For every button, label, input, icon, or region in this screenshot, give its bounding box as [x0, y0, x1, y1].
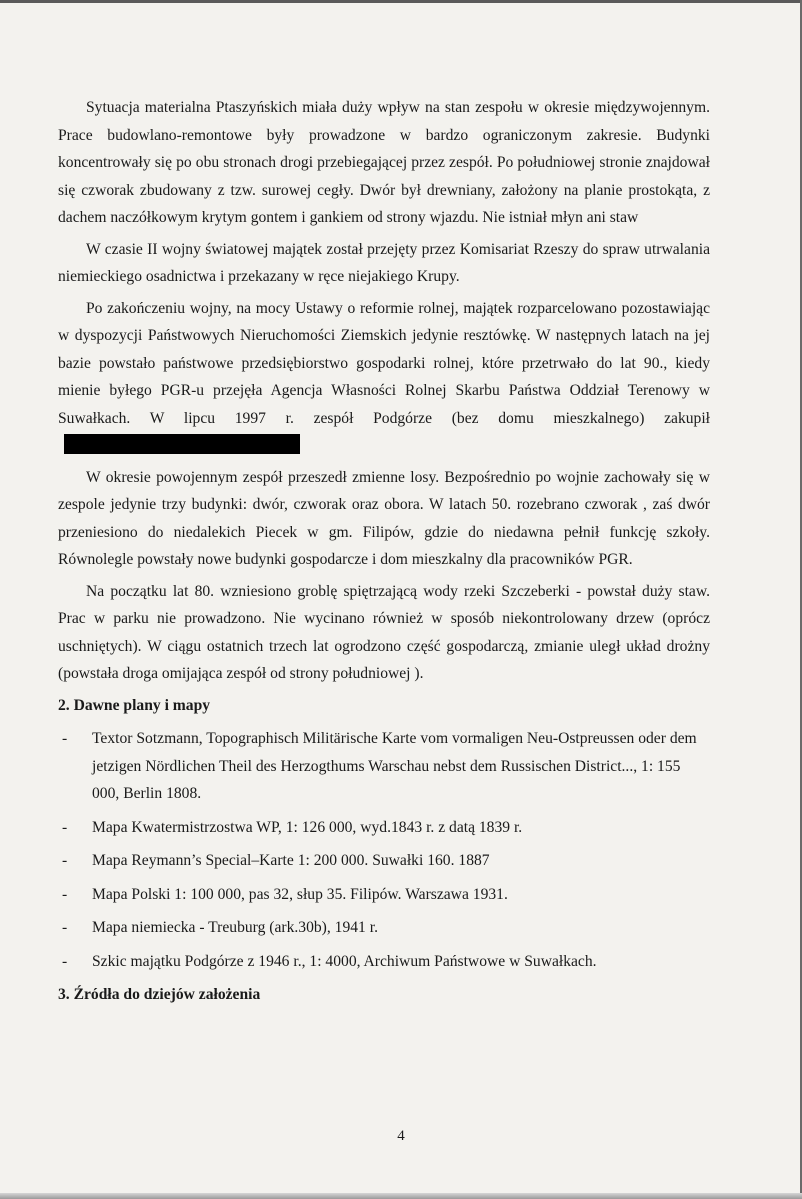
list-dash: - — [62, 952, 68, 970]
list-dash: - — [62, 885, 68, 903]
section-3-heading: 3. Źródła do dziejów założenia — [58, 986, 261, 1003]
paragraph-eighties: Na początku lat 80. wzniesiono groblę spiętrzającą wody rzeki Szczeberki - powstał duży staw. Prac w parku nie prowadzono. Nie wycinano również w sposób niekontrolowany drzew (oprócz uschniętych). W ciągu ostatnich trzech lat ogrodzono część gospodarczą, zmianie uległ układ drożny (powstała droga omijająca zespół od strony południowej ). — [58, 582, 710, 682]
list-dash: - — [62, 818, 68, 836]
page-number: 4 — [397, 1128, 405, 1144]
list-item — [58, 914, 710, 942]
paragraph-ww2: W czasie II wojny światowej majątek został przejęty przez Komisariat Rzeszy do spraw utrwalania niemieckiego osadnictwa i przekazany w ręce niejakiego Krupy. — [58, 240, 710, 285]
section-2-heading: 2. Dawne plany i mapy — [58, 696, 211, 714]
list-dash: - — [62, 852, 68, 869]
list-item-text: Mapa Polski 1: 100 000, pas 32, słup 35. Filipów. Warszawa 1931. — [92, 885, 508, 903]
scan-edge-bottom — [0, 1193, 802, 1199]
paragraph-postwar-text: Po zakończeniu wojny, na mocy Ustawy o reformie rolnej, majątek rozparcelowano pozostawiając w dyspozycji Państwowych Nieruchomości Ziemskich jedynie resztówkę. W następnych latach na jej bazie powstało państwowe przedsiębiorstwo gospodarki rolnej, które przetrwało do lat 90., kiedy mienie byłego PGR-u przejęła Agencja Własności Rolnej Skarbu Państwa Oddział Terenowy w Suwałkach. W lipcu 1997 r. zespół Podgórze (bez domu mieszkalnego) zakupił — [58, 299, 710, 427]
maps-list — [58, 725, 710, 975]
list-dash: - — [62, 730, 68, 747]
list-item — [58, 948, 710, 976]
list-item — [58, 881, 710, 909]
list-item-text: Szkic majątku Podgórze z 1946 r., 1: 4000, Archiwum Państwowe w Suwałkach. — [92, 952, 597, 970]
list-dash: - — [62, 919, 68, 936]
paragraph-postwar-fate: W okresie powojennym zespół przeszedł zmienne losy. Bezpośrednio po wojnie zachowały się w zespole jedynie trzy budynki: dwór, czworak oraz obora. W latach 50. rozebrano czworak , zaś dwór przeniesiono do niedalekich Piecek w gm. Filipów, gdzie do niedawna pełnił funkcję szkoły. Równolegle powstały nowe budynki gospodarcze i dom mieszkalny dla pracowników PGR. — [58, 468, 710, 568]
paragraph-interwar: Sytuacja materialna Ptaszyńskich miała duży wpływ na stan zespołu w okresie międzywojennym. Prace budowlano-remontowe były prowadzone w bardzo ograniczonym zakresie. Budynki koncentrowały się po obu stronach drogi przebiegającej przez zespół. Po południowej stronie znajdował się czworak zbudowany z tzw. surowej cegły. Dwór był drewniany, założony na planie prostokąta, z dachem naczółkowym krytym gontem i gankiem od strony wjazdu. Nie istniał młyn ani staw — [58, 99, 710, 226]
list-item-text: Mapa niemiecka - Treuburg (ark.30b), 1941 r. — [92, 919, 378, 936]
list-item-text: Mapa Kwatermistrzostwa WP, 1: 126 000, wyd.1843 r. z datą 1839 r. — [92, 818, 523, 836]
list-item — [58, 847, 710, 875]
scan-edge-top — [0, 0, 802, 3]
list-item — [58, 814, 710, 842]
list-item-text: Textor Sotzmann, Topographisch Militärische Karte vom vormaligen Neu-Ostpreussen oder dem jetzigen Nördlichen Theil des Herzogthums Warschau nebst dem Russischen District..., 1: 155 000, Berlin 1808. — [92, 730, 697, 802]
list-item-text: Mapa Reymann’s Special–Karte 1: 200 000. Suwałki 160. 1887 — [92, 852, 490, 869]
list-item — [58, 725, 710, 808]
document-body — [58, 94, 710, 1015]
redaction-bar — [64, 434, 300, 454]
paragraph-postwar — [58, 295, 710, 460]
